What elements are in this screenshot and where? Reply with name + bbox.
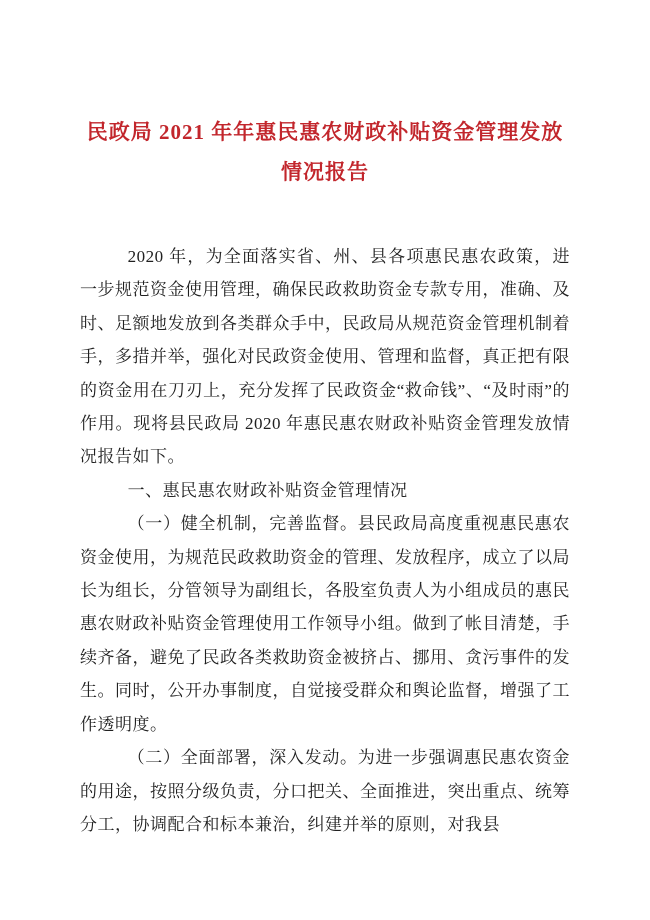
paragraph-section-1-2: （二）全面部署，深入发动。为进一步强调惠民惠农资金的用途，按照分级负责，分口把关、全面推进，突出重点、统筹分工，协调配合和标本兼治，纠建并举的原则，对我县 <box>80 748 570 834</box>
paragraph-section-1-1: （一）健全机制，完善监督。县民政局高度重视惠民惠农资金使用，为规范民政救助资金的管理、发放程序，成立了以局长为组长，分管领导为副组长，各股室负责人为小组成员的惠民惠农财政补贴资金管理使用工作领导小组。做到了帐目清楚，手续齐备，避免了民政各类救助资金被挤占、挪用、贪污事件的发生。同时，公开办事制度，自觉接受群众和舆论监督，增强了工作透明度。 <box>80 514 570 734</box>
document-body <box>80 240 570 841</box>
section-heading-1: 一、惠民惠农财政补贴资金管理情况 <box>127 480 408 500</box>
document-title: 民政局 2021 年年惠民惠农财政补贴资金管理发放情况报告 <box>86 120 564 184</box>
paragraph-intro: 2020 年，为全面落实省、州、县各项惠民惠农政策，进一步规范资金使用管理，确保民政救助资金专款专用，准确、及时、足额地发放到各类群众手中，民政局从规范资金管理机制着手，多措并举，强化对民政资金使用、管理和监督，真正把有限的资金用在刀刃上，充分发挥了民政资金“救命钱”、“及时雨”的作用。现将县民政局 2020 年惠民惠农财政补贴资金管理发放情况报告如下。 <box>80 247 570 467</box>
